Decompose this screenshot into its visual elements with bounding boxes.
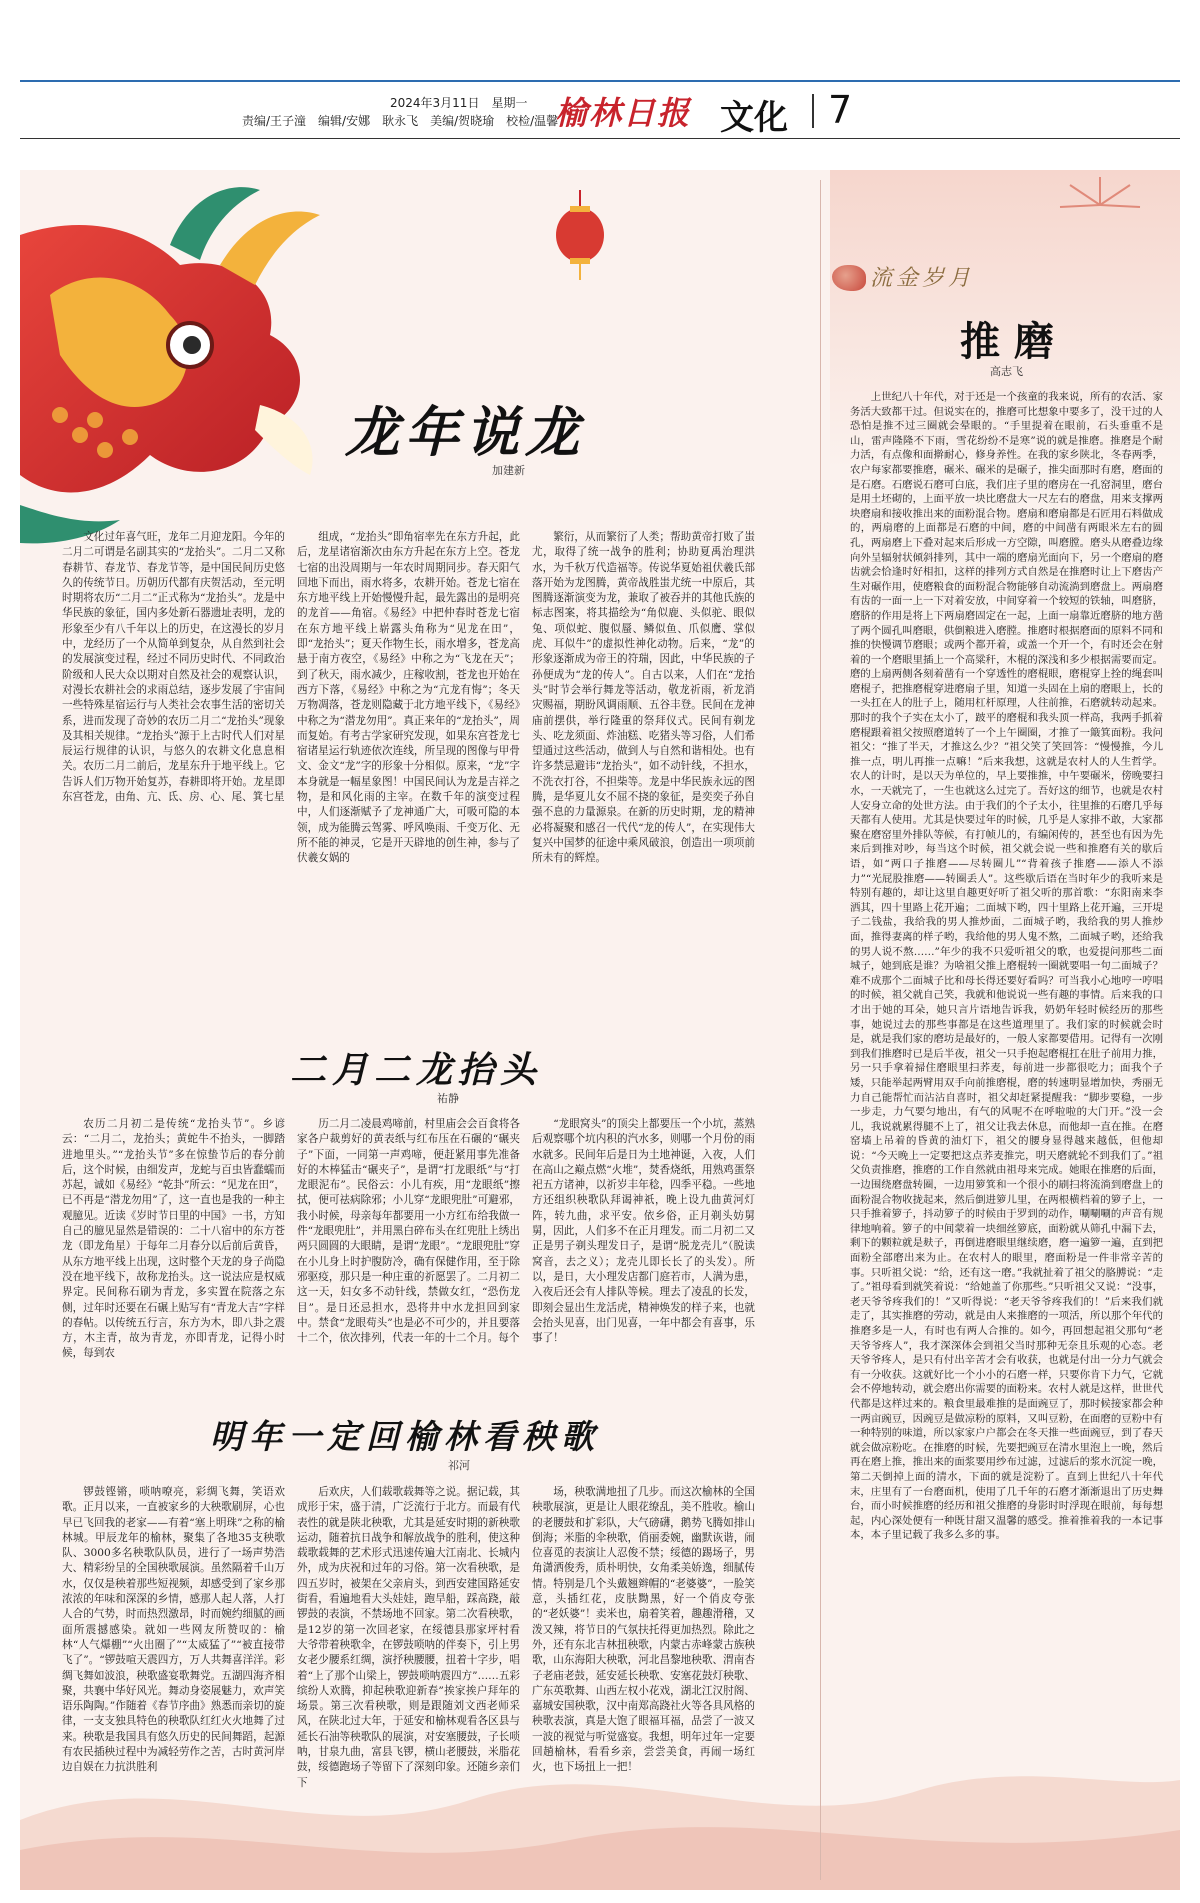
article-paragraph: “龙眼窝头”的顶尖上都要压一个小坑，蒸熟后观察哪个坑内积的汽水多，则哪一个月份的雨水就多。民间年后是日为土地神诞，入夜，人们在高山之巅点燃“火堆”，焚香烧纸，用熟鸡蛋祭祀五方诸神，以祈岁丰年稔，四季平稳。一些地方还组织秧歌队拜谒神祇，晚上设九曲黄河灯阵，转九曲，求平安。依乡俗，正月剃头妨舅舅，因此，人们多不在正月理发。而二月初二又正是男子剃头理发日子，是谓“脱龙壳儿”（脱读窝音，去之义）；龙壳儿即长长了的头发）。所以，是日，大小理发店都门庭若市，人满为患，入夜后还会有人排队等候。理去了凌乱的长发，即刻会显出生龙活虎，精神焕发的样子来，也就会抬头见喜，出门见喜，一年中都会有喜事，乐事了！ [532,1118,755,1345]
article-column [532,530,755,1040]
article-byline: 祁河 [448,1459,470,1472]
masthead-bottom-rule [20,138,1180,139]
article-byline: 高志飞 [990,365,1023,378]
article-paragraph: 文化过年喜气旺，龙年二月迎龙阳。今年的二月二可谓是名副其实的“龙抬头”。二月二又称春耕节、春龙节、春龙节等，是中国民间历史悠久的传统节日。历朝历代都有庆贺活动，至元明时期将农历“二月二”正式称为“龙抬头”。龙是中华民族的象征，国内多处新石器遗址表明，龙的形象至少有八千年以上的历史，在这漫长的岁月中，龙经历了一个从简单到复杂，从自然到社会的发展演变过程，经过不同历史时代、不同政治阶级和人民大众以期对自然及社会的观察认识，对漫长农耕社会的求雨总结，逐步发展了宇宙间一些特殊星宿运行与人类社会农事生活的密切关系，进而发现了奇妙的农历二月二“龙抬头”现象及其相关规律。“龙抬头”源于上古时代人们对星辰运行规律的认识，与悠久的农耕文化息息相关。农历二月二前后，龙星东升于地平线上。它告诉人们万物开始复苏，春耕即将开始。龙星即东宫苍龙，由角、亢、氐、房、心、尾、箕七星 [62,531,285,804]
article-column [62,530,285,1040]
article-paragraph: 历二月二凌晨鸡啼前，村里庙会会百食将各家各户裁剪好的黄表纸与红布压在石碾的“碾夹子”下面，一同第一声鸡啼，便赶紧用事先准备好的木棒猛击“碾夹子”，是谓“打龙眼纸”与“打龙眼泥布”。民俗云：小儿有疾，用“龙眼纸”擦拭，便可祛病除邪；小儿穿“龙眼兜肚”可避邪，我小时候，母亲每年都要用一小方红布给我做一件“龙眼兜肚”，并用黑白碎布头在红兜肚上绣出两只圆圆的大眼睛，是谓“龙眼”。“龙眼兜肚”穿在小儿身上时护腹防冷，确有保健作用，至于除邪驱疫，那只是一种庄重的祈愿罢了。二月初二这一天，妇女多不动针线，禁做女红，“恐伤龙目”。是日还忌担水，恐将井中水龙担回到家中。禁食“龙眼苟头”也是必不可少的，并且要落十二个，依次排列，代表一年的十二个月。每个 [297,1118,520,1345]
editor-credits: 责编/王子潼 编辑/安娜 耿永飞 美编/贺晓瑜 校检/温馨 [242,114,559,128]
article-byline: 加建新 [492,464,525,477]
column-label [832,255,1002,295]
article-paragraph: 繁衍，从而繁衍了人类；帮助黄帝打败了蚩尤，取得了统一战争的胜利；协助夏禹治理洪水，为千秋万代造福等。传说华夏始祖伏羲氏部落开始为龙图腾，黄帝战胜蚩尤统一中原后，其图腾逐渐演变为龙，兼取了被吞并的其他氏族的标志图案，将其描绘为“角似鹿、头似驼、眼似兔、项似蛇、腹似蜃、鳞似鱼、爪似鹰、掌似虎、耳似牛”的虚拟性神化动物。后来，“龙”的形象逐渐成为帝王的符瑞，因此，中华民族的子孙便成为“龙的传人”。自古以来，人们在“龙抬头”时节会举行舞龙等活动，敬龙祈雨，祈龙消灾赐福，期盼风调雨顺、五谷丰登。民间在龙神庙前摆供，举行隆重的祭拜仪式。民间有剃龙头、吃龙须面、炸油糕、吃猪头等习俗，人们希望通过这些活动，做到人与自然和谐相处。也有许多禁忌避讳“龙抬头”，如不动针线，不担水，不洗衣打谷，不担柴等。龙是中华民族永远的图腾，是华夏儿女不屈不挠的象征，是奕奕子孙自强不息的力量源泉。在新的历史时期，龙的精神必将凝聚和感召一代代“龙的传人”，在实现伟大复兴中国梦的征途中乘风破浪，创造出一项项前所未有的辉煌。 [532,531,755,865]
article-byline: 祐静 [437,1092,459,1105]
article-column [850,390,1163,1885]
article-title: 明年一定回榆林看秧歌 [210,1417,600,1456]
masthead-top-rule [20,80,1180,82]
article-column [297,1117,520,1397]
page-number: 7 [828,88,853,132]
article-column [62,1117,285,1397]
masthead-divider [812,94,814,128]
article-title: 推磨 [960,318,1068,365]
section-name: 文化 [720,98,788,138]
article-column [532,1485,755,1880]
column-label-text: 流金岁月 [870,266,975,291]
article-paragraph: 组成，“龙抬头”即角宿率先在东方升起，此后，龙星诸宿渐次由东方升起在东方上空。苍龙七宿的出没周期与一年农时周期同步。春天阳气回地下而出，雨水将多，农耕开始。苍龙七宿在东方地平线上开始慢慢升起，最先露出的是明亮的龙首——角宿。《易经》中把仲春时苍龙七宿在东方地平线上崭露头角称为“见龙在田”，即“龙抬头”；夏天作物生长，雨水增多，苍龙高悬于南方夜空，《易经》中称之为“飞龙在天”；到了秋天，雨水减少，庄稼收割，苍龙也开始在西方下落，《易经》中称之为“亢龙有悔”；冬天万物凋落，苍龙则隐藏于北方地平线下，《易经》中称之为“潜龙勿用”。真正来年的“龙抬头”，周而复始。有考古学家研究发现，如果东宫苍龙七宿诸星运行轨迹依次连线，所呈现的图像与甲骨文、金文“龙”字的形象十分相似。原来，“龙”字本身就是一幅星象图！中国民间认为龙是吉祥之物，是和风化雨的主宰。在数千年的演变过程中，人们逐渐赋予了龙神通广大，可吸可隐的本领，成为能腾云驾雾、呼风唤雨、千变万化、无所不能的神灵，它是开天辟地的创生神，参与了伏羲女娲的 [297,531,520,865]
article-paragraph: 后欢庆，人们载歌载舞等之说。据记载，其成形于宋，盛于清，广泛流行于北方。而最有代表性的就是陕北秧歌，尤其是延安时期的新秧歌运动，随着抗日战争和解放战争的胜利，使这种载歌载舞的艺术形式迅速传遍大江南北、长城内外，成为庆祝和过年的习俗。第一次看秧歌，是四五岁时，被架在父亲肩头，到西安建国路延安街看，看遍地看大头娃娃，跑旱船，踩高跷，敲锣鼓的表演，不禁场地不回家。第二次看秧歌，是12岁的第一次回老家，在绥德县那家坪村看大爷带着秧歌伞，在锣鼓唢呐的伴奏下，引上男女老少腰系红绸，演抒秧腰腰，扭着十字步，唱着“上了那个山梁上，锣鼓唢呐震四方”……五彩缤纷人欢腾，抑起秧歌迎新春”挨家挨户拜年的场景。第三次看秧歌，则是跟随刘文西老师采风，在陕北过大年，于延安和榆林观看各区县与延长石油等秧歌队的展演，对安塞腰鼓，子长唢呐，甘泉九曲，富县飞锣，横山老腰鼓，米脂花鼓，绥德跑场子等留下了深刻印象。还随乡亲们下 [297,1486,520,1789]
article-column [62,1485,285,1880]
masthead [20,80,1180,140]
article-paragraph: 上世纪八十年代，对于还是一个孩童的我来说，所有的农活、家务活大致都干过。但说实在的，推磨可比想象中要多了，没干过的人恐怕是推不过三圈就会晕眼的。“手里提着在眼前，石头垂重不是山，雷声隆隆不下雨，雪花纷纷不是寒”说的就是推磨。推磨是个耐力活，有点像和面擀耐心，修身养性。在我的家乡陕北，冬春两季，农户每家都要推磨，碾米、碾米的是碾子，推尖面那时有磨，磨面的是石磨。石磨说石磨可白底，我们庄子里的磨房在一孔窑洞里，磨台是用土坯砌的，上面平放一块比磨盘大一尺左右的磨盘，用来支撑两块磨扇和接收推出来的面粉混合物。磨扇和磨扇都是石匠用石料做成的，两扇磨的上面都是石磨的中间，磨的中间凿有两眼米左右的圆孔，两扇磨上下叠对起来后形成一方空隙，叫磨膛。磨头从磨叠边缘向外呈辐射状倾斜排列，其中一端的磨扇光面向下，另一个磨扇的磨齿就会恰逢时好相扣，这样的排列方式自然是在推磨时让上下磨齿产生对碾作用，使磨粮食的面粉混合物能够自动流淌到磨盘上。两扇磨有齿的一面一上一下对着安放，中间穿着一个较短的铁轴，叫磨脐，磨脐的作用是将上下两扇磨固定在一起，上面一扇靠近磨脐的地方凿了两个圆孔叫磨眼，供倒粮进入磨膛。推磨时根据磨面的原料不同和推的快慢调节磨眼；或两个都开着，或盖一个开一个，有时还会在射着的一个磨眼里插上一个高粱秆，木棍的深浅和多少根据需要而定。磨的上扇两侧各刻着凿有一个穿透性的磨棍眼，磨棍穿上拴的绳套叫磨棍子，把推磨棍穿进磨扇子里，知道一头固在上扇的磨眼上，长的一头扛在人的肚子上，随用杠杆原理，人往前推，石磨就转动起来。那时的我个子实在太小了，跛平的磨棍和我头顶一样高，我两手抓着磨棍跟着祖父按照磨道转了一个上午圈圈，才推了一簸箕面粉。我问祖父：“推了半天，才推这么少？”祖父笑了笑回答：“慢慢推，今儿推一点，明儿再推一点嘛！”后来我想，这就是农村人的人生哲学。农人的计时，是以天为单位的，早上要推推，中午要碾米，傍晚要扫水，一天就完了，一生也就这么过完了。吾好这的细节，也就是农村人安身立命的处世方法。由于我们的个子太小，往里推的石磨几乎每天都有人使用。尤其是快要过年的时候，几乎是人家排不敢，大家都聚在磨窑里外排队等候，有打帧儿的，有编闲传的，甚至也有因为先来后到推对吵，每当这个时候，祖父就会说一些和推磨有关的歇后语，如“两口子推磨——尽转圈儿”“背着孩子推磨——添人不添力”“光屁股推磨——转圈丢人”。这些歇后语在当时年少的我听来是特别有趣的，却让这里自趣更好听了祖父听的那首歌：“东阳南来李洒其，四十里路上花开遍；二面城下哟，四十里路上花开遍，三开堤子二钱盐，我给我的男人推炒面，二面城子哟，我给我的男人推炒面，推得妻离的样子哟，我给他的男人鬼不熬，二面城子哟，还给我的男人说不熬……”年少的我不只爱听祖父的歌，也爱提问那些二面城子，她到底是谁？为啥祖父推上磨棍转一圈就要唱一句二面城子？难不成那个二面城子比和母长得还要好看吗？可当我小心地哼一哼唱的时候，祖父就自己笑，我就和他说说一些有趣的事情。后来我的口才出于她的耳朵，她只言片语地告诉我，奶奶年轻时候经历的那些事，她说过去的那些事都是在这些道理里了。我们家的时候就会时是，就是我们家的磨坊是最好的，一般人家都要借用。记得有一次刚到我们推磨时已是后半夜，祖父一只手抱起磨棍扛在肚子前用力推，另一只手拿着掃住磨眼里扫荞麦，每前进一步都很吃力；面我个子矮，只能举起两臂用双手向前推磨棍，磨的转速明显增加快，秀丽无力自己能帮忙而沾沾自喜时，祖父却赶紧提醒我：“脚步要稳，一步一步走，力气要匀地出，有气的风呢不在呼啦啦的大门开。”没一会儿，我说就累得腿不上了，祖父让我去休息，而他却一直在推。在磨窑墙上吊着的昏黄的油灯下，祖父的腰身显得越来越低，但他却说：“今天晚上一定要把这点荞麦推完，明天磨就轮不到我们了。”祖父负责推磨，推磨的工作自然就由祖母来完成。她眼在推磨的后面，一边围绕磨盘转圈，一边用箩箕和一个很小的刷扫将流淌到磨盘上的面粉混合物收拢起来，然后倒进箩儿里，在两根横档着的箩子上，一只手推着箩子，抖动箩子的时候由于罗到的动作，唰唰唰的声音有规律地响着。箩子的中间蒙着一块细丝箩底，面粉就从筛孔中漏下去，剩下的颗粒就是麸子，再倒进磨眼里继续磨，磨一遍箩一遍，直到把面粉全部磨出来为止。在农村人的眼里，磨面粉是一件非常辛苦的事。只听祖父说：“给，还有这一磨。”我就扯着了祖父的胳膊说：“走了。”祖母看到就笑着说：“给她盖了你那些。”只听祖父又说：“没事，老天爷爷疼我们的！”又听得说：“老天爷爷疼我们的！”后来我们就走了，其实推磨的劳动，就是由人来推磨的一项活，所以那个年代的推磨多是一人，有时也有两人合推的。如今，再回想起祖父那句“老天爷爷疼人”，我才深深体会到祖父当时那种无奈且乐观的心态。老天爷爷疼人，是只有付出辛苦才会有收获，也就是付出一分力气就会有一分收获。这就好比一个小小的石磨一样，只要你肯下力气，它就会不停地转动，就会磨出你需要的面粉来。农村人就是这样，世世代代都是这样过来的。粮食里最难推的是面豌豆了，那时候接家都会种一两亩豌豆，因豌豆是做凉粉的原料，又叫豆粉，在面磨的豆粉中有一种特别的味道，所以家家户户都会在冬天推一些面豌豆，到了春天就会做凉粉吃。在推磨的时候，先要把豌豆在清水里泡上一晚，然后再在磨上推，推出来的面浆要用纱布过滤，过滤后的浆水沉淀一晚，第二天倒掉上面的清水，下面的就是淀粉了。直到上世纪八十年代末，庄里有了一台磨面机，使用了几千年的石磨才渐渐退出了历史舞台，而小时候推磨的经历和祖父推磨的身影时时浮现在眼前，每每想起，内心深处便有一种既甘甜又温馨的感受。推着推着我的一本记事本，本子里记载了我多么多的事。 [850,391,1163,1542]
article-column [532,1117,755,1397]
article-paragraph: 锣鼓铿锵，唢呐嘹亮，彩绸飞舞，笑语欢歌。正月以来，一直被家乡的大秧歌刷屏，心也早已飞回我的老家——有着“塞上明珠”之称的榆林城。甲辰龙年的榆林，聚集了各地35支秧歌队、3000多名秧歌队队员，进行了一场声势浩大、精彩纷呈的全国秧歌展演。虽然隔着千山万水，仅仅是秧着那些短视频，却感受到了家乡那浓浓的年味和深深的乡情，感那人起人落，人打人合的气势，时而热烈激昂，时而婉约细腻的画面所震撼感染。就如一些网友所赞叹的：榆林“人气爆棚”“火出圈了”“太威猛了”“被直接带飞了”。“锣鼓喧天震四方，万人共舞喜洋洋。彩绸飞舞如波浪，秧歌盛宴歌舞党。五湖四海齐相聚，共襄中华好风光。舞动身姿展魅力，欢声笑语乐陶陶。”作随着《春节序曲》熟悉而亲切的旋律，一支支独具特色的秧歌队红红火火地舞了过来。秧歌是我国具有悠久历史的民间舞蹈，起源有农民插秧过程中为减轻劳作之苦，古时黄河岸边自娱在力抗洪胜利 [62,1486,285,1774]
article-column [297,530,520,1040]
article-paragraph: 场，秧歌满地扭了几步。而这次榆林的全国秧歌展演，更是让人眼花缭乱，美不胜收。榆山的老腰鼓和扩彩队，大气磅礴，鹅势飞腾如排山倒海；米脂的伞秧歌，俏丽委婉，幽默诙谐，闹位喜觅的表演让人忍俊不禁；绥德的踢场子，男角潇洒俊秀，质朴明快，女角柔美娇逸，细腻传情。特别是几个头戴翘辫帽的“老婆婆”，一脸笑意，头插红花，皮肤黝黑，好一个俏皮夸张的“老妖婆”！卖米也，扇着笑着，趣趣滑稽，又泼又辣，将节日的气氛扶托得更加热烈。除此之外，还有东北吉林扭秧歌，内蒙古赤峰蒙古族秧歌，山东海阳大秧歌，河北昌黎地秧歌、渭南杏子老庙老鼓，延安延长秧歌、安塞花鼓灯秧歌、广东英歌舞、山西左权小花戏，湖北江汉肘阁、嘉城安国秧歌，汉中南郑高跷社火等各具风格的秧歌表演，真是大饱了眼福耳福，品尝了一波又一波的视觉与听觉盛宴。我想，明年过年一定要回趟榆林，看看乡亲，尝尝美食，再闹一场红火，也下场扭上一把！ [532,1486,755,1774]
brush-stroke-icon [832,265,866,291]
article-column [297,1485,520,1880]
lantern-decoration [550,190,610,280]
column-divider [820,180,821,1880]
issue-date: 2024年3月11日 星期一 [390,96,528,110]
firework-decoration [1040,175,1160,235]
dragon-head-illustration [20,175,340,545]
article-title: 二月二龙抬头 [290,1049,543,1091]
article-title: 龙年说龙 [345,400,585,464]
article-paragraph: 农历二月初二是传统“龙抬头节”。乡谚云：“二月二，龙抬头；黄蛇牛不抬头，一脚踏进地里头。”“龙抬头节”多在惊蛰节后的春分前后，这个时候，由细发声，龙蛇与百虫皆蠢蠕而苏起，诚如《易经》“乾卦”所云：“见龙在田”，已不再是“潜龙勿用”了，这一直也是我的一种主观臆见。近读《岁时节日里的中国》一书，方知自己的臆见显然是错误的：二十八宿中的东方苍龙（即龙角星）于每年二月春分以后前后黄昏，从东方地平线上出现，这时整个天龙的身子尚隐没在地平线下，故称龙抬头。这一说法应是权威界定。民间称石刷为青龙，多实置在院落之东侧，过年时还要在石碾上贴写有“青龙大吉”字样的春帖。以传统五行言，东方为木，即八卦之震方，木主青，故为青龙，亦即青龙，记得小时候，每到农 [62,1118,285,1360]
newspaper-logo: 榆林日报 [555,94,692,132]
